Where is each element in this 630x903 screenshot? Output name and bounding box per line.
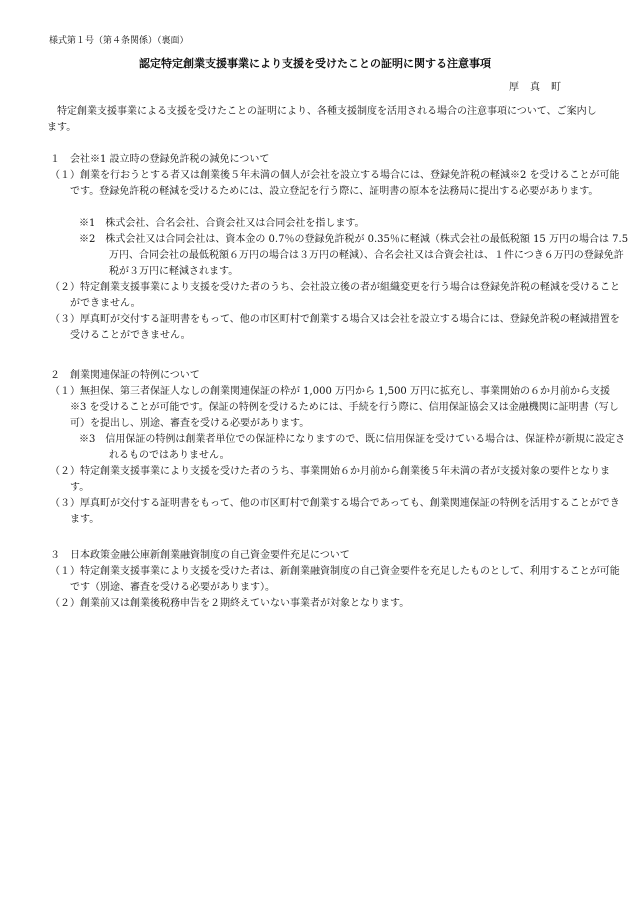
form-number: 様式第１号（第４条関係）（裏面） <box>49 36 189 46</box>
section-1-heading: １ 会社※1 設立時の登録免許税の減免について <box>50 154 270 165</box>
section-3-heading: ３ 日本政策金融公庫新創業融資制度の自己資金要件充足について <box>50 550 350 561</box>
section-2-item-3: （３）厚真町が交付する証明書をもって、他の市区町村で創業する場合であっても、創業関連保証の特例を活用することができます。 <box>50 498 620 525</box>
section-2-note-3: ※3 信用保証の特例は創業者単位での保証枠になりますので、既に信用保証を受けている場合は、保証枠が新規に設定されるものではありません。 <box>79 434 626 461</box>
section-1-note-1: ※1 株式会社、合名会社、合資会社又は合同会社を指します。 <box>79 218 365 229</box>
section-3-item-1: （１）特定創業支援事業により支援を受けた者は、新創業融資制度の自己資金要件を充足したものとして、利用することが可能です（別途、審査を受ける必要があります）。 <box>50 566 620 593</box>
section-2-item-2: （２）特定創業支援事業により支援を受けた者のうち、事業開始６か月前から創業後５年未満の者が支援対象の要件となります。 <box>50 466 610 493</box>
section-1-item-3: （３）厚真町が交付する証明書をもって、他の市区町村で創業する場合又は会社を設立する場合には、登録免許税の軽減措置を受けることができません。 <box>50 314 620 341</box>
section-1-note-2: ※2 株式会社又は合同会社は、資本金の 0.7％の登録免許税が 0.35％に軽減（株式会社の最低税額 15 万円の場合は 7.5 万円、合同会社の最低税額６万円の場合は３万円の軽減）、合名会社又は合資会社は、１件につき６万円の登録免許税が３万円に軽減されます。 <box>79 234 629 277</box>
section-3-item-2: （２）創業前又は創業後税務申告を２期終えていない事業者が対象となります。 <box>50 598 410 609</box>
section-1-item-2: （２）特定創業支援事業により支援を受けた者のうち、会社設立後の者が組織変更を行う場合は登録免許税の軽減を受けることができません。 <box>50 282 620 309</box>
issuer-name: 厚真町 <box>509 82 572 93</box>
section-2-item-1: （１）無担保、第三者保証人なしの創業関連保証の枠が 1,000 万円から 1,500 万円に拡充し、事業開始の６か月前から支援※3 を受けることが可能です。保証の特例を受けるためには、手続を行う際に、信用保証協会又は金融機関に証明書（写し可）を提出し、別途、審査を受ける必要があります。 <box>50 386 619 429</box>
section-2-heading: ２ 創業関連保証の特例について <box>50 370 200 381</box>
section-1-item-1: （１）創業を行おうとする者又は創業後５年未満の個人が会社を設立する場合には、登録免許税の軽減※2 を受けることが可能です。登録免許税の軽減を受けるためには、設立登記を行う際に、証明書の原本を法務局に提出する必要があります。 <box>50 170 620 197</box>
intro-paragraph: 特定創業支援事業による支援を受けたことの証明により、各種支援制度を活用される場合の注意事項について、ご案内します。 <box>47 106 597 133</box>
document-title: 認定特定創業支援事業により支援を受けたことの証明に関する注意事項 <box>139 57 491 70</box>
